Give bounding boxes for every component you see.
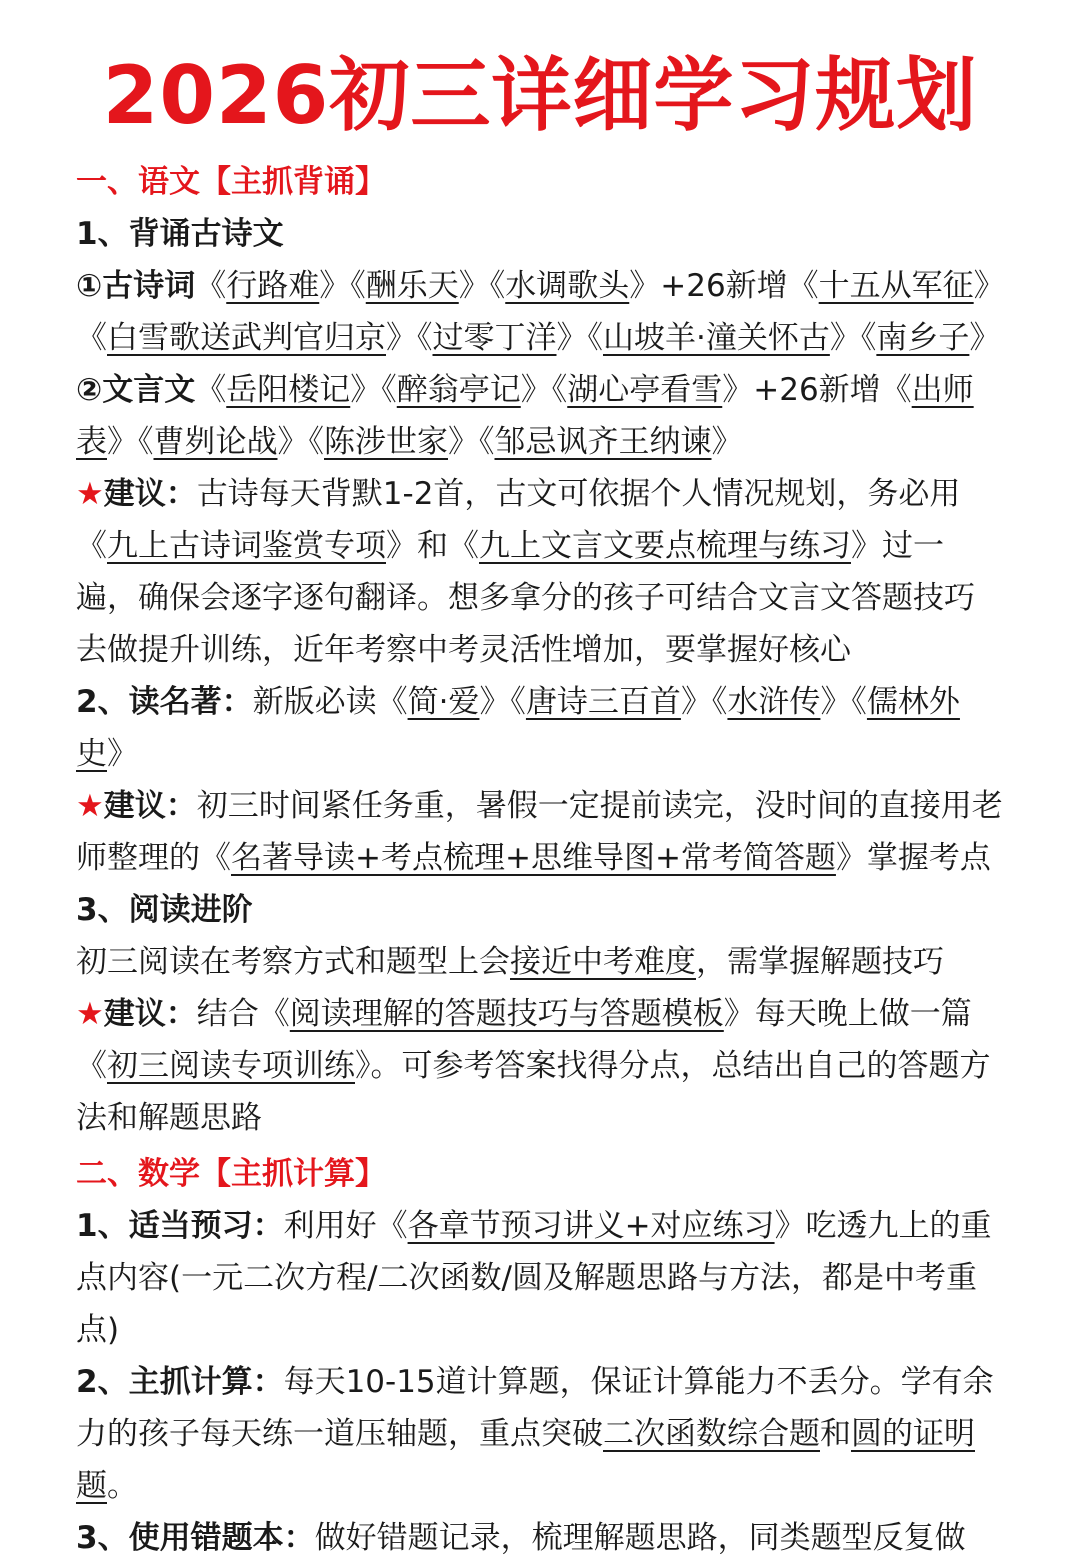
math-heading: 二、数学【主抓计算】 xyxy=(76,1156,386,1192)
poem-title: 南乡子 xyxy=(876,320,970,356)
math-section xyxy=(76,1148,1004,1564)
book-title: 各章节预习讲义+对应练习 xyxy=(407,1208,775,1244)
book-title: 名著导读+考点梳理+思维导图+常考简答题 xyxy=(231,840,836,876)
chinese-heading: 一、语文【主抓背诵】 xyxy=(76,164,386,200)
highlight-text: 二次函数综合题 xyxy=(603,1416,820,1452)
highlight-text: 接近中考难度 xyxy=(510,944,696,980)
prose-title: 邹忌讽齐王纳谏 xyxy=(494,424,712,460)
page-title: 2026初三详细学习规划 xyxy=(102,49,978,142)
text: 》《 xyxy=(556,320,603,356)
book-title: 水浒传 xyxy=(727,684,821,720)
mistake-book-line xyxy=(76,1512,1004,1564)
chinese-section xyxy=(76,156,1004,1144)
poem-title: 行路难 xyxy=(226,268,320,304)
preview-line xyxy=(76,1200,1004,1356)
recite-advice xyxy=(76,468,1004,676)
text: 结合《 xyxy=(196,996,290,1032)
text: 》+26新增《 xyxy=(629,268,819,304)
recite-poems-heading: 1、背诵古诗文 xyxy=(76,216,284,252)
advice-label: 建议： xyxy=(103,996,197,1032)
highlight-text: 圆的证明题 xyxy=(76,1416,975,1504)
text: 》 xyxy=(107,736,138,772)
calculation-line xyxy=(76,1356,1004,1512)
text: 做好错题记录，梳理解题思路，同类题型反复做 xyxy=(314,1520,966,1556)
star-icon: ★ xyxy=(76,476,104,512)
book-title: 阅读理解的答题技巧与答题模板 xyxy=(289,996,724,1032)
text: 》《 xyxy=(277,424,324,460)
reading-heading: 3、阅读进阶 xyxy=(76,892,253,928)
text: 》《 xyxy=(448,424,495,460)
text: 》+26新增《 xyxy=(722,372,912,408)
prose-title: 出师表 xyxy=(76,372,974,460)
text: 》《 xyxy=(350,372,397,408)
advice-label: 建议： xyxy=(103,476,197,512)
text: 》过一遍，确保会逐字逐句翻译。想多拿分的孩子可结合文言文答题技巧去做提升训练，近年考察中考灵活性增加，要掌握好核心 xyxy=(76,528,975,668)
ancient-poems-line xyxy=(76,260,1004,364)
text: 》《 xyxy=(829,320,877,356)
text: 》掌握考点 xyxy=(835,840,991,876)
text: 和 xyxy=(820,1416,851,1452)
classics-label: 2、读名著： xyxy=(76,684,253,720)
text: 》《 xyxy=(386,320,433,356)
advice-label: 建议： xyxy=(103,788,197,824)
text: 古诗每天背默1-2首，古文可依据个人情况规划，务必用《 xyxy=(76,476,961,564)
star-icon: ★ xyxy=(76,788,104,824)
text: 》《 xyxy=(680,684,728,720)
poem-title: 山坡羊·潼关怀古 xyxy=(603,320,830,356)
text: 》《 xyxy=(520,372,568,408)
text: 新版必读《 xyxy=(252,684,408,720)
text: 》每天晚上做一篇《 xyxy=(76,996,972,1084)
text: 初三时间紧任务重，暑假一定提前读完，没时间的直接用老师整理的《 xyxy=(76,788,1003,876)
text: 》《 xyxy=(820,684,867,720)
classics-line xyxy=(76,676,1004,780)
text: 》和《 xyxy=(386,528,479,564)
prose-title: 岳阳楼记 xyxy=(226,372,351,408)
text: 》《 xyxy=(319,268,366,304)
text: 。 xyxy=(107,1468,138,1504)
book-title: 唐诗三百首 xyxy=(525,684,681,720)
classical-prose-label: ②文言文 xyxy=(76,372,196,408)
poem-title: 白雪歌送武判官归京 xyxy=(107,320,386,356)
text: 》《 xyxy=(479,684,526,720)
prose-title: 陈涉世家 xyxy=(324,424,448,460)
text: 》。可参考答案找得分点，总结出自己的答题方法和解题思路 xyxy=(76,1048,991,1136)
study-plan-page xyxy=(0,48,1080,1556)
text: 》《 xyxy=(76,268,990,356)
text: 《 xyxy=(195,268,227,304)
reading-line xyxy=(76,936,1004,988)
poem-title: 过零丁洋 xyxy=(432,320,557,356)
text: 》吃透九上的重点内容(一元二次方程/二次函数/圆及解题思路与方法，都是中考重点) xyxy=(76,1208,992,1348)
poem-title: 水调歌头 xyxy=(505,268,630,304)
prose-title: 醉翁亭记 xyxy=(396,372,521,408)
reading-advice xyxy=(76,988,1004,1144)
text: 利用好《 xyxy=(283,1208,408,1244)
ancient-poems-label: ①古诗词 xyxy=(76,268,196,304)
text: 》《 xyxy=(458,268,506,304)
book-title: 九上古诗词鉴赏专项 xyxy=(107,528,386,564)
text: 每天10-15道计算题，保证计算能力不丢分。学有余力的孩子每天练一道压轴题，重点突破 xyxy=(76,1364,994,1452)
text: 》《 xyxy=(107,424,154,460)
book-title: 儒林外史 xyxy=(76,684,960,772)
text: 》 xyxy=(969,320,1001,356)
prose-title: 曹刿论战 xyxy=(153,424,278,460)
preview-label: 1、适当预习： xyxy=(76,1208,284,1244)
poem-title: 十五从军征 xyxy=(818,268,974,304)
text: ，需掌握解题技巧 xyxy=(696,944,944,980)
classics-advice xyxy=(76,780,1004,884)
mistake-book-label: 3、使用错题本： xyxy=(76,1520,315,1556)
text: 初三阅读在考察方式和题型上会 xyxy=(76,944,510,980)
book-title: 初三阅读专项训练 xyxy=(107,1048,355,1084)
book-title: 简·爱 xyxy=(407,684,480,720)
poem-title: 酬乐天 xyxy=(365,268,459,304)
text: 《 xyxy=(195,372,227,408)
book-title: 九上文言文要点梳理与练习 xyxy=(479,528,851,564)
classical-prose-line xyxy=(76,364,1004,468)
prose-title: 湖心亭看雪 xyxy=(567,372,723,408)
star-icon: ★ xyxy=(76,996,104,1032)
calculation-label: 2、主抓计算： xyxy=(76,1364,284,1400)
text: 》 xyxy=(711,424,743,460)
